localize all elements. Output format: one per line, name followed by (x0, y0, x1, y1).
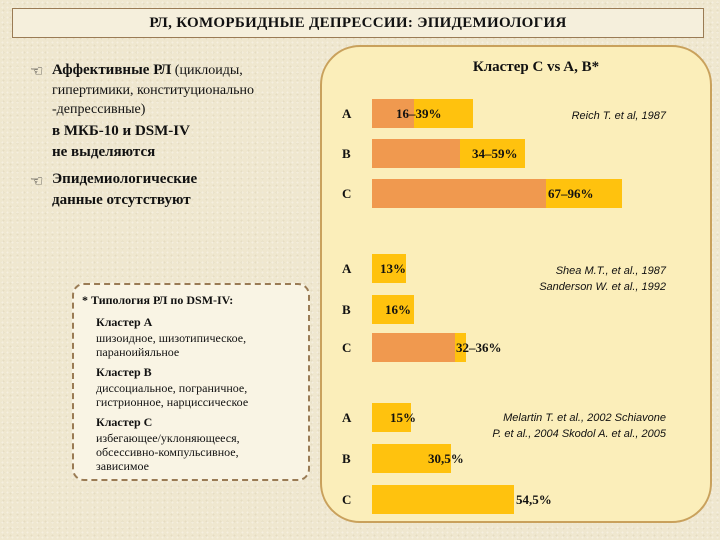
bar-range-segment (372, 485, 514, 514)
cluster-a-desc-2: параноийяльное (96, 345, 180, 359)
reference-shea (539, 263, 666, 295)
cluster-c-desc-2: обсессивно-компульсивное, (96, 445, 239, 459)
bar-value-label: 13% (380, 261, 406, 276)
cluster-b-desc-2: гистрионное, нарциссическое (96, 395, 249, 409)
panel-title: Кластер С vs A, B* (472, 59, 600, 75)
reference-line: Reich T. et al, 1987 (571, 110, 666, 122)
cluster-a-name: Кластер А (96, 315, 153, 329)
bar-value-label: 34–59% (472, 146, 518, 161)
row-label: С (342, 492, 352, 507)
cluster-c-name: Кластер С (96, 415, 153, 429)
typology-title: * Типология РЛ по DSM-IV: (82, 293, 234, 307)
row-label: В (342, 146, 351, 161)
bar-low-segment (372, 139, 460, 168)
bar-value-label: 67–96% (548, 186, 594, 201)
reference-line: P. et al., 2004 Skodol A. et al., 2005 (492, 428, 666, 440)
bullet-affective-line5: не выделяются (52, 144, 156, 160)
bullet-epidemiology-line2: данные отсутствуют (52, 192, 191, 208)
bullet-affective-line3: -депрессивные) (52, 102, 146, 117)
row-label: В (342, 302, 351, 317)
cluster-c-desc-3: зависимое (96, 459, 149, 473)
bar-melartin-c (372, 485, 514, 514)
bullet-affective-sub: (циклоиды, (171, 63, 243, 78)
reference-line: Sanderson W. et al., 1992 (539, 281, 666, 293)
bullet-affective-main: Аффективные РЛ (52, 62, 172, 78)
bar-shea-c (372, 333, 466, 362)
bar-value-label: 32–36% (456, 340, 502, 355)
hand-pointer-icon: ☜ (30, 64, 44, 80)
bullet-affective-line4: в МКБ-10 и DSM-IV (52, 123, 190, 139)
slide-title: РЛ, КОМОРБИДНЫЕ ДЕПРЕССИИ: ЭПИДЕМИОЛОГИЯ (12, 8, 704, 38)
row-label: А (342, 106, 352, 121)
bar-low-segment (372, 179, 546, 208)
row-label: А (342, 410, 352, 425)
reference-melartin (492, 410, 666, 442)
bullet-affective (52, 60, 243, 80)
reference-reich (572, 108, 666, 124)
row-label: В (342, 451, 351, 466)
bar-value-label: 54,5% (516, 492, 552, 507)
row-label: А (342, 261, 352, 276)
bar-value-label: 30,5% (428, 451, 464, 466)
bar-low-segment (372, 333, 455, 362)
row-label: С (342, 340, 352, 355)
cluster-c-desc-1: избегающее/уклоняющееся, (96, 431, 240, 445)
bar-value-label: 16–39% (396, 106, 442, 121)
cluster-b-name: Кластер В (96, 365, 152, 379)
hand-pointer-icon: ☜ (30, 174, 44, 190)
row-label: С (342, 186, 352, 201)
typology-box (72, 283, 310, 481)
bar-value-label: 15% (390, 410, 416, 425)
bullet-epidemiology-line1: Эпидемиологические (52, 171, 198, 187)
cluster-a-desc-1: шизоидное, шизотипическое, (96, 331, 247, 345)
reference-line: Melartin T. et al., 2002 Schiavone (503, 412, 666, 424)
reference-line: Shea M.T., et al., 1987 (555, 265, 666, 277)
bar-value-label: 16% (385, 302, 411, 317)
cluster-b-desc-1: диссоциальное, пограничное, (96, 381, 248, 395)
bullet-affective-line2: гипертимики, конституционально (52, 83, 255, 98)
